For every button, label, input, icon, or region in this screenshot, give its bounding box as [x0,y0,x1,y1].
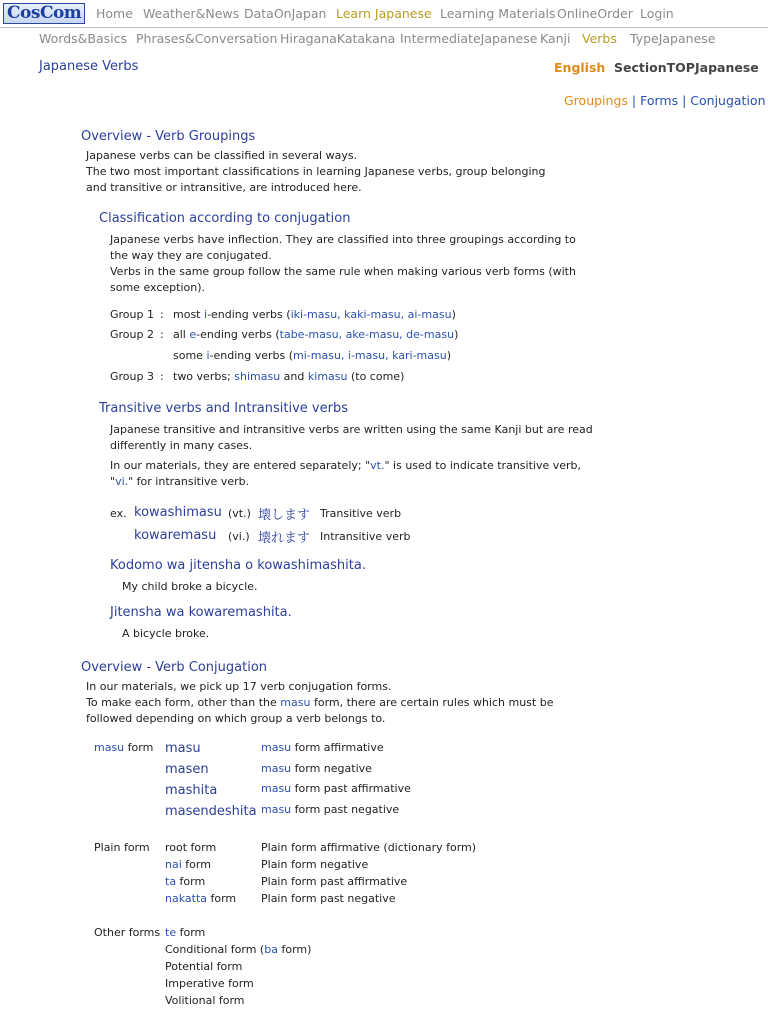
paragraph-line: Japanese transitive and intransitive verbs are written using the same Kanji but are read [110,423,593,436]
page-title: Japanese Verbs [39,59,139,74]
paragraph-line: the way they are conjugated. [110,249,272,262]
paragraph-line: and transitive or intransitive, are introduced here. [86,181,362,194]
subnav-phrases-conversation[interactable]: Phrases&Conversation [136,31,278,46]
conjugation-desc: masu form affirmative [261,741,384,754]
paragraph-line: followed depending on which group a verb belongs to. [86,712,386,725]
transitive-heading: Transitive verbs and Intransitive verbs [99,401,348,416]
subnav-kanji[interactable]: Kanji [540,31,571,46]
paragraph-line: "vi." for intransitive verb. [110,475,250,488]
conjugation-form: masen [165,762,209,777]
classification-heading: Classification according to conjugation [99,211,351,226]
example-tag: (vi.) [228,530,250,543]
subnav-words-basics[interactable]: Words&Basics [39,31,127,46]
conjugation-link[interactable]: Conjugation [690,93,766,108]
group-1-desc: most i-ending verbs (iki-masu, kaki-masu, ai-masu) [173,308,456,321]
colon: : [160,370,164,383]
group-3-desc: two verbs; shimasu and kimasu (to come) [173,370,405,383]
group-2-label: Group 2 [110,328,154,341]
overview-groupings-heading: Overview - Verb Groupings [81,129,256,144]
masu-form-label: masu form [94,741,154,754]
conjugation-form: masendeshita [165,804,257,819]
example-romaji: kowaremasu [134,528,217,543]
conjugation-form: Conditional form (ba form) [165,943,312,956]
conjugation-desc: masu form negative [261,762,372,775]
subnav-intermediate-japanese[interactable]: IntermediateJapanese [400,31,538,46]
paragraph-line: Verbs in the same group follow the same rule when making various verb forms (with [110,265,576,278]
paragraph-line: Japanese verbs can be classified in several ways. [86,149,358,162]
lang-japanese-link[interactable]: Japanese [695,60,759,75]
forms-link[interactable]: Forms [640,93,679,108]
conjugation-desc: Plain form negative [261,858,369,871]
groupings-link[interactable]: Groupings [564,93,628,108]
overview-conjugation-heading: Overview - Verb Conjugation [81,660,268,675]
section-top-link[interactable]: SectionTOP [614,60,695,75]
example-translation: My child broke a bicycle. [122,580,258,593]
plain-form-label: Plain form [94,841,150,854]
example-desc: Transitive verb [320,507,402,520]
example-tag: (vt.) [228,507,251,520]
colon: : [160,328,164,341]
top-nav [0,0,768,28]
conjugation-form: Potential form [165,960,243,973]
conjugation-form: nai form [165,858,211,871]
example-translation: A bicycle broke. [122,627,210,640]
nav-learning-materials[interactable]: Learning Materials [440,6,556,21]
subnav-verbs[interactable]: Verbs [582,31,617,46]
conjugation-form: Volitional form [165,994,245,1007]
lang-english-link[interactable]: English [554,60,606,75]
section-links [564,93,766,108]
example-japanese: 壊れます [258,531,311,546]
conjugation-form: ta form [165,875,206,888]
conjugation-form: mashita [165,783,218,798]
group-3-label: Group 3 [110,370,154,383]
paragraph-line: Japanese verbs have inflection. They are classified into three groupings according to [110,233,576,246]
paragraph-line: some exception). [110,281,205,294]
nav-data-on-japan[interactable]: DataOnJapan [244,6,327,21]
paragraph-line: differently in many cases. [110,439,253,452]
conjugation-desc: masu form past negative [261,803,400,816]
group-1-label: Group 1 [110,308,154,321]
conjugation-desc: masu form past affirmative [261,782,411,795]
group-2-desc-2: some i-ending verbs (mi-masu, i-masu, kari-masu) [173,349,452,362]
nav-login[interactable]: Login [640,6,674,21]
paragraph-line: To make each form, other than the masu form, there are certain rules which must be [86,696,554,709]
other-forms-label: Other forms [94,926,161,939]
example-japanese: 壊します [258,508,311,523]
example-sentence: Kodomo wa jitensha o kowashimashita. [110,558,366,573]
conjugation-form: root form [165,841,217,854]
example-label: ex. [110,507,127,520]
subnav-hiragana-katakana[interactable]: HiraganaKatakana [280,31,396,46]
nav-online-order[interactable]: OnlineOrder [557,6,633,21]
colon: : [160,308,164,321]
nav-weather-news[interactable]: Weather&News [143,6,240,21]
conjugation-desc: Plain form affirmative (dictionary form) [261,841,477,854]
link-separator: | [627,93,641,108]
link-separator: | [678,93,691,108]
conjugation-form: Imperative form [165,977,254,990]
example-sentence: Jitensha wa kowaremashita. [110,605,292,620]
group-2-desc: all e-ending verbs (tabe-masu, ake-masu, de-masu) [173,328,459,341]
site-logo[interactable]: CosCom [3,3,85,24]
example-romaji: kowashimasu [134,505,222,520]
example-desc: Intransitive verb [320,530,411,543]
paragraph-line: In our materials, they are entered separately; "vt." is used to indicate transitive verb, [110,459,582,472]
conjugation-form: masu [165,741,201,756]
conjugation-desc: Plain form past affirmative [261,875,408,888]
conjugation-form: nakatta form [165,892,237,905]
subnav-type-japanese[interactable]: TypeJapanese [630,31,716,46]
paragraph-line: In our materials, we pick up 17 verb conjugation forms. [86,680,392,693]
nav-learn-japanese[interactable]: Learn Japanese [336,6,432,21]
nav-home[interactable]: Home [96,6,133,21]
paragraph-line: The two most important classifications in learning Japanese verbs, group belonging [86,165,546,178]
conjugation-desc: Plain form past negative [261,892,396,905]
conjugation-form: te form [165,926,206,939]
